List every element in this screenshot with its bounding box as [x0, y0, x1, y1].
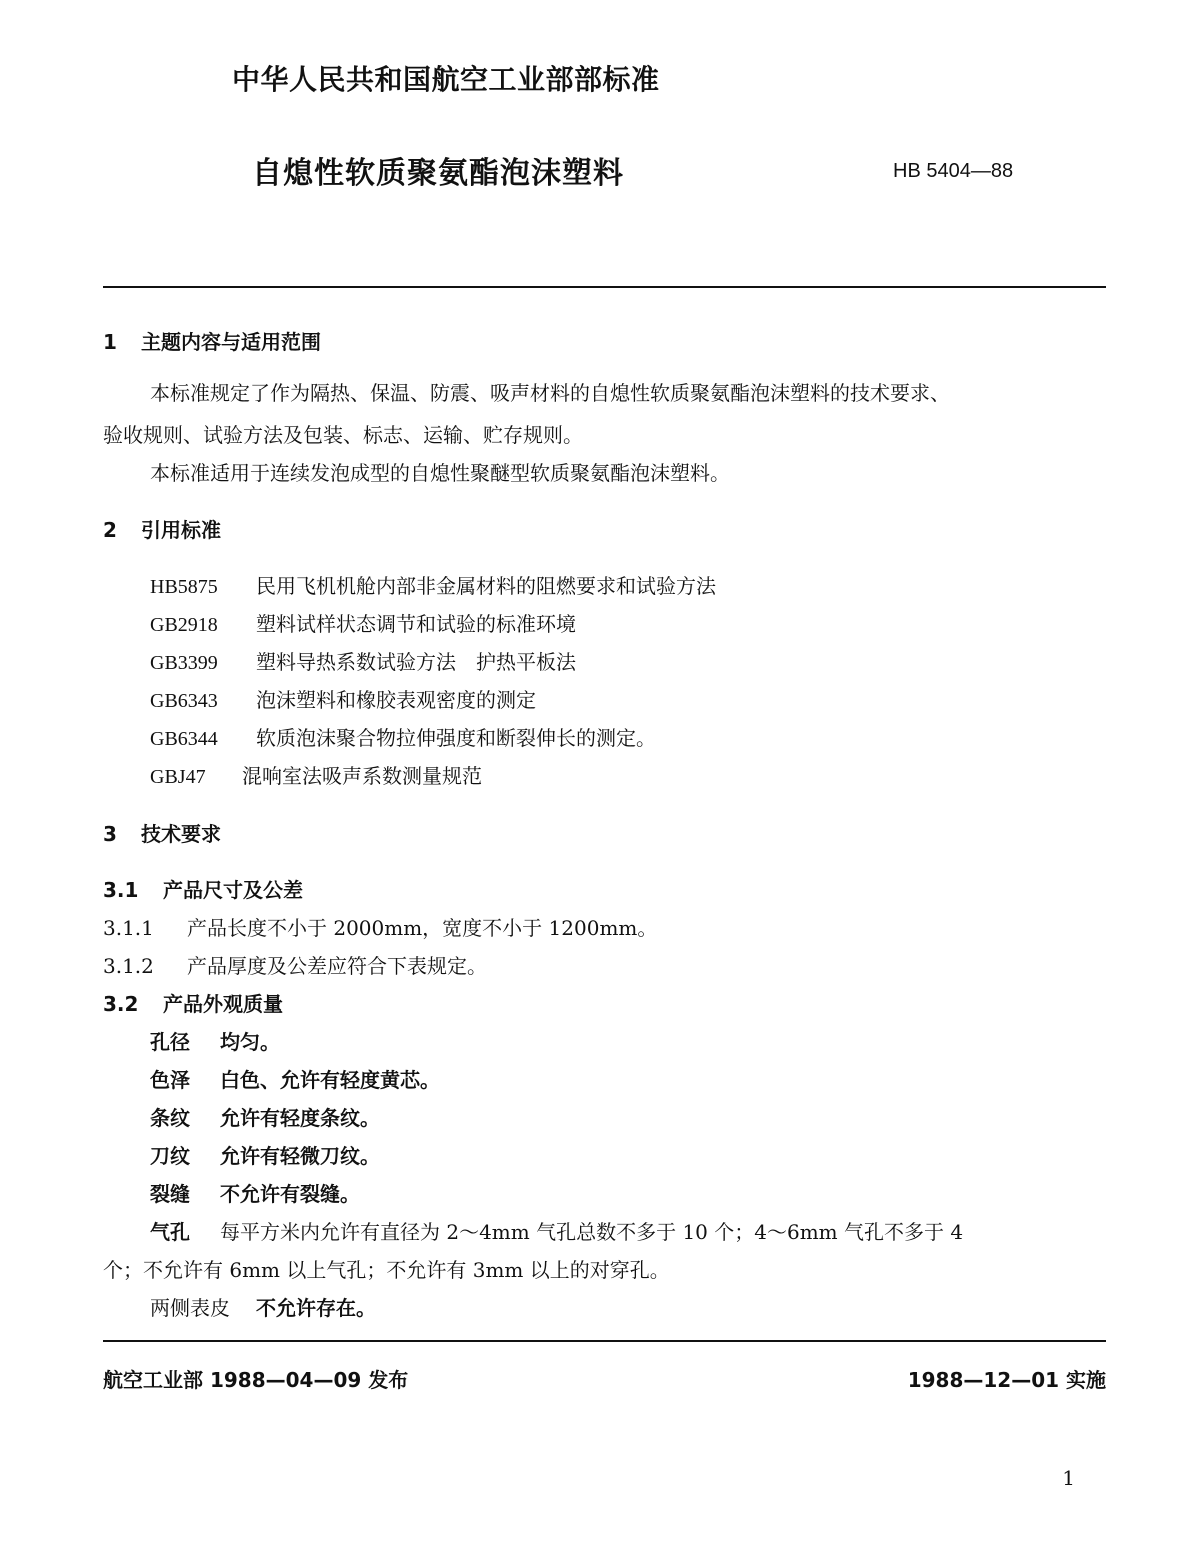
appearance-value: 均匀。 [220, 1030, 280, 1054]
section-1-para-2: 本标准适用于连续发泡成型的自熄性聚醚型软质聚氨酯泡沫塑料。 [150, 461, 730, 485]
reference-code: HB5875 [150, 576, 218, 598]
appearance-value: 白色、允许有轻度黄芯。 [220, 1068, 440, 1092]
air-holes-text: 每平方米内允许有直径为 2～4mm 气孔总数不多于 10 个；4～6mm 气孔不多于 4 [220, 1220, 964, 1244]
clause-text: 产品厚度及公差应符合下表规定。 [187, 954, 487, 978]
reference-code: GB2918 [150, 614, 218, 636]
appearance-key: 条纹 [150, 1106, 190, 1130]
appearance-item [150, 1102, 380, 1131]
reference-title: 民用飞机机舱内部非金属材料的阻燃要求和试验方法 [256, 574, 716, 598]
reference-item [150, 646, 576, 675]
document-title: 自熄性软质聚氨酯泡沫塑料 [252, 156, 624, 191]
subsection-number: 3.1 [103, 878, 139, 902]
header-divider [103, 286, 1106, 288]
appearance-item [150, 1064, 440, 1093]
reference-item [150, 608, 576, 637]
section-1-para-1-line-2: 验收规则、试验方法及包装、标志、运输、贮存规则。 [103, 423, 583, 447]
subsection-3-2 [103, 988, 283, 1017]
section-title: 主题内容与适用范围 [141, 330, 321, 354]
subsection-3-1 [103, 874, 303, 903]
effective-date: 1988—12—01 实施 [907, 1368, 1106, 1392]
appearance-key: 刀纹 [150, 1144, 190, 1168]
reference-code: GB6344 [150, 728, 218, 750]
reference-item [150, 760, 482, 789]
section-title: 引用标准 [141, 518, 221, 542]
reference-title: 混响室法吸声系数测量规范 [242, 764, 482, 788]
section-3-heading [103, 818, 221, 847]
appearance-key: 两侧表皮 [150, 1296, 230, 1320]
clause-number: 3.1.1 [103, 916, 154, 940]
appearance-value: 允许有轻微刀纹。 [220, 1144, 380, 1168]
section-number: 3 [103, 822, 117, 846]
issuing-organization: 中华人民共和国航空工业部部标准 [232, 63, 660, 96]
air-holes-line-1 [150, 1216, 963, 1245]
section-number: 1 [103, 330, 117, 354]
appearance-value: 不允许存在。 [256, 1296, 376, 1320]
footer-divider [103, 1340, 1106, 1342]
section-1-para-1-line-1: 本标准规定了作为隔热、保温、防震、吸声材料的自熄性软质聚氨酯泡沫塑料的技术要求、 [150, 381, 950, 405]
appearance-item [150, 1026, 280, 1055]
clause-3-1-2 [103, 950, 487, 979]
clause-number: 3.1.2 [103, 954, 154, 978]
appearance-item [150, 1178, 360, 1207]
issue-date: 航空工业部 1988—04—09 发布 [103, 1368, 409, 1392]
reference-item [150, 570, 716, 599]
reference-title: 软质泡沫聚合物拉伸强度和断裂伸长的测定。 [256, 726, 656, 750]
section-1-heading [103, 326, 321, 355]
subsection-number: 3.2 [103, 992, 139, 1016]
appearance-value: 不允许有裂缝。 [220, 1182, 360, 1206]
page-number: 1 [1062, 1466, 1075, 1490]
appearance-value: 允许有轻度条纹。 [220, 1106, 380, 1130]
skin-item [150, 1292, 376, 1321]
reference-item [150, 722, 656, 751]
subsection-title: 产品尺寸及公差 [163, 878, 303, 902]
appearance-key: 裂缝 [150, 1182, 190, 1206]
clause-text: 产品长度不小于 2000mm，宽度不小于 1200mm。 [187, 916, 658, 940]
standard-code: HB 5404—88 [893, 160, 1014, 182]
air-holes-line-2: 个；不允许有 6mm 以上气孔；不允许有 3mm 以上的对穿孔。 [103, 1258, 670, 1282]
reference-title: 泡沫塑料和橡胶表观密度的测定 [256, 688, 536, 712]
reference-code: GBJ47 [150, 766, 206, 788]
appearance-item [150, 1140, 380, 1169]
subsection-title: 产品外观质量 [163, 992, 283, 1016]
section-title: 技术要求 [141, 822, 221, 846]
appearance-key: 孔径 [150, 1030, 190, 1054]
reference-code: GB3399 [150, 652, 218, 674]
section-number: 2 [103, 518, 117, 542]
appearance-key: 色泽 [150, 1068, 190, 1092]
appearance-key: 气孔 [150, 1220, 190, 1244]
section-2-heading [103, 514, 221, 543]
reference-item [150, 684, 536, 713]
reference-title: 塑料导热系数试验方法 护热平板法 [256, 650, 576, 674]
reference-title: 塑料试样状态调节和试验的标准环境 [256, 612, 576, 636]
clause-3-1-1 [103, 912, 657, 941]
reference-code: GB6343 [150, 690, 218, 712]
